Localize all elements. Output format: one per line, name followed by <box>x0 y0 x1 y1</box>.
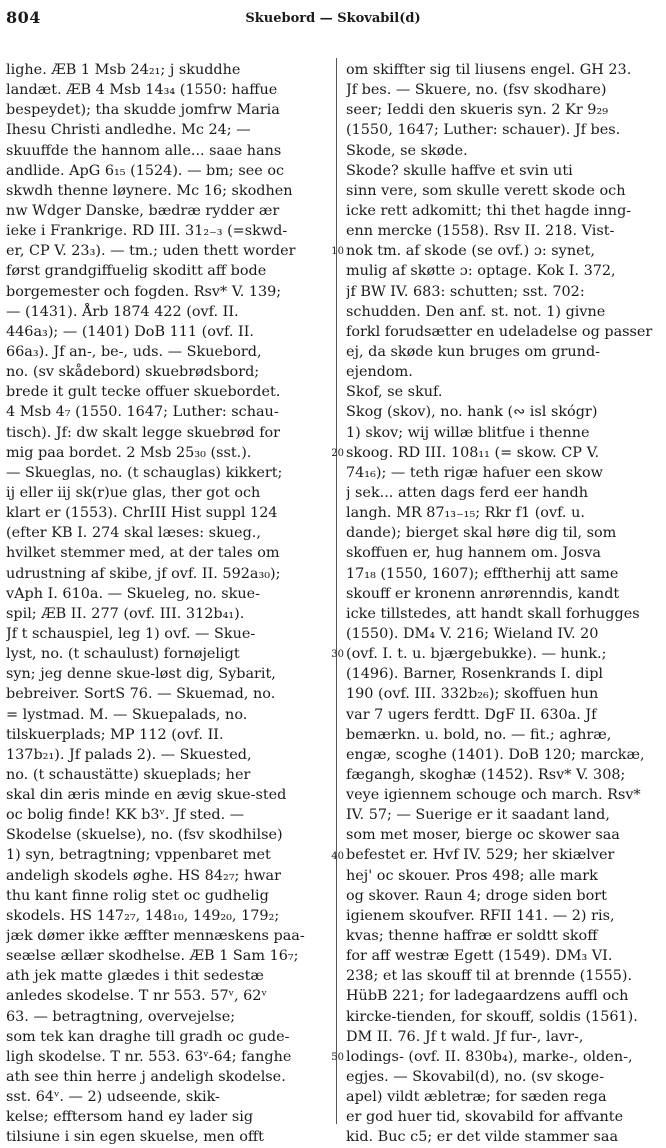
left-column-line: udrustning af skibe, jf ovf. II. 592a₃₀); <box>6 565 281 582</box>
left-column-line: landæt. ÆB 4 Msb 14₃₄ (1550: haffue <box>6 82 278 99</box>
left-column-line: oc bolig finde! KK b3ᵛ. Jf sted. — <box>6 807 245 824</box>
right-column-line: schudden. Den anf. st. not. 1) givne <box>346 303 606 320</box>
right-column-line: befestet er. Hvf IV. 529; her skiælver <box>346 847 615 864</box>
right-column-line: ejendom. <box>346 364 413 381</box>
left-column-line: lyst, no. (t schaulust) fornøjeligt <box>6 646 240 663</box>
left-column-line: klart er (1553). ChrIII Hist suppl 124 <box>6 505 278 522</box>
left-column-line: ligh skodelse. T nr. 553. 63ᵛ-64; fanghe <box>6 1048 292 1065</box>
right-column-line: skoog. RD III. 108₁₁ (= skow. CP V. <box>346 444 600 461</box>
right-column-line: ej, da skøde kun bruges om grund- <box>346 343 601 360</box>
right-column-line: HübB 221; for ladegaardzens auffl och <box>346 988 629 1005</box>
right-column-line: var 7 ugers ferdtt. DgF II. 630a. Jf <box>346 706 597 723</box>
page-number: 804 <box>6 8 41 27</box>
right-column-line: seer; Ieddi den skueris syn. 2 Kr 9₂₉ <box>346 102 608 119</box>
left-column-line: andeligh skodels øghe. HS 84₂₇; hwar <box>6 867 282 884</box>
left-column-line: bespeydet); tha skudde jomfrw Maria <box>6 102 280 119</box>
left-column-line: skal din æris minde en ævig skue-sted <box>6 787 287 804</box>
right-column-line: Skof, se skuf. <box>346 384 443 401</box>
right-column-line: icke rett adkomitt; thi thet hagde inng- <box>346 202 632 219</box>
right-column-line: bemærkn. u. bold, no. — fit.; aghræ, <box>346 726 612 743</box>
left-column-line: seælse ællær skodhelse. ÆB 1 Sam 16₇; <box>6 948 299 965</box>
left-column-line: anledes skodelse. T nr 553. 57ᵛ, 62ᵛ <box>6 988 267 1005</box>
right-column-line: Skode? skulle haffve et svin uti <box>346 162 573 179</box>
left-column-line: 1) syn, betragtning; vppenbaret met <box>6 847 271 864</box>
left-column-line: Ihesu Christi andledhe. Mc 24; — <box>6 122 251 139</box>
right-column-line: veye igiennem schouge och march. Rsv* <box>346 787 641 804</box>
left-column-line: lighe. ÆB 1 Msb 24₂₁; j skuddhe <box>6 62 241 78</box>
left-column-line: ath see thin herre j andeligh skodelse. <box>6 1069 286 1086</box>
right-column-line: Jf bes. — Skuere, no. (fsv skodhare) <box>346 82 607 99</box>
right-column-line: enn mercke (1558). Rsv II. 218. Vist- <box>346 223 615 240</box>
left-column-line: brede it gult tecke offuer skuebordet. <box>6 384 281 401</box>
left-column-line: andlide. ApG 6₁₅ (1524). — bm; see oc <box>6 162 285 179</box>
right-column-line: lodings- (ovf. II. 830b₄), marke-, olden-, <box>346 1048 633 1065</box>
right-column-line: skoffuen er, hug hannem om. Josva <box>346 545 602 562</box>
left-column-line: først grandgiffuelig skoditt aff bode <box>6 263 267 280</box>
right-column-line: er god huer tid, skovabild for affvante <box>346 1109 624 1126</box>
line-number: 10 <box>331 246 344 258</box>
right-column-line: fægangh, skoghæ (1452). Rsv* V. 308; <box>346 766 626 783</box>
left-column-line: skodels. HS 147₂₇, 148₁₀, 149₂₀, 179₂; <box>6 907 280 924</box>
page-header <box>6 4 660 34</box>
right-column-line: 74₁₆); — teth rigæ hafuer een skow <box>346 464 603 481</box>
right-column-line: 238; et las skouff til at brennde (1555). <box>346 968 633 985</box>
left-column-line: ath jek matte glædes i thit sedestæ <box>6 968 264 985</box>
right-column-line: langh. MR 87₁₃₋₁₅; Rkr f1 (ovf. u. <box>346 505 585 522</box>
left-column-line: 63. — betragtning, overvejelse; <box>6 1008 236 1025</box>
left-column-line: skuuffde the hannom alle... saae hans <box>6 142 282 159</box>
right-column-line: Skode, se skøde. <box>346 142 468 159</box>
left-column-line: sst. 64ᵛ. — 2) udseende, skik- <box>6 1089 220 1106</box>
right-column <box>346 60 660 1148</box>
left-column-line: spil; ÆB II. 277 (ovf. III. 312b₄₁). <box>6 605 245 622</box>
right-column-line: icke tillstedes, att handt skall forhugges <box>346 605 640 622</box>
left-column-line: Jf t schauspiel, leg 1) ovf. — Skue- <box>6 625 256 642</box>
left-column-line: skwdh thenne løynere. Mc 16; skodhen <box>6 182 293 199</box>
right-column-line: hej' oc skouer. Pros 498; alle mark <box>346 867 598 884</box>
right-column-line: IV. 57; — Suerige er it saadant land, <box>346 807 610 824</box>
left-column-line: tisch). Jf: dw skalt legge skuebrød for <box>6 424 281 441</box>
left-column-line: thu kant finne rolig stet oc gudhelig <box>6 887 269 904</box>
left-column-line: Skodelse (skuelse), no. (fsv skodhilse) <box>6 827 283 844</box>
right-column-line: egjes. — Skovabil(d), no. (sv skoge- <box>346 1069 605 1086</box>
left-column-line: bebreiver. SortS 76. — Skuemad, no. <box>6 686 276 703</box>
left-column-line: mig paa bordet. 2 Msb 25₃₀ (sst.). <box>6 444 252 461</box>
left-column-line: borgemester och fogden. Rsv* V. 139; <box>6 283 282 300</box>
right-column-line: kircke-tienden, for skouff, soldis (1561). <box>346 1008 638 1025</box>
right-column-line: som met moser, bierge oc skower saa <box>346 827 620 844</box>
right-column-line: Skog (skov), no. hank (∾ isl skógr) <box>346 404 598 421</box>
right-column-line: forkl forudsætter en udeladelse og passer <box>346 323 653 340</box>
right-column-line: kvas; thenne haffræ er soldtt skoff <box>346 928 598 945</box>
right-column-line: igienem skoufver. RFII 141. — 2) ris, <box>346 907 615 924</box>
line-number: 20 <box>331 447 344 459</box>
right-column-line: kid. Buc c5; er det vilde stammer saa <box>346 1129 619 1146</box>
running-head: Skuebord — Skovabil(d) <box>245 11 421 26</box>
left-column-line: 66a₃). Jf an-, be-, uds. — Skuebord, <box>6 343 262 360</box>
right-column-line: DM II. 76. Jf t wald. Jf fur-, lavr-, <box>346 1028 584 1045</box>
right-column-line: (1550, 1647; Luther: schauer). Jf bes. <box>346 122 621 139</box>
right-column-line: 17₁₈ (1550, 1607); efftherhij att same <box>346 565 619 582</box>
line-number: 40 <box>331 850 344 862</box>
line-number: 30 <box>331 649 344 661</box>
right-column-line: apel) vildt æbletræ; for sæden rega <box>346 1089 607 1106</box>
left-column-line: 137b₂₁). Jf palads 2). — Skuested, <box>6 746 252 763</box>
right-column-line: og skover. Raun 4; droge siden bort <box>346 887 607 904</box>
right-column-line: (1496). Barner, Rosenkrands I. dipl <box>346 666 604 683</box>
right-column-line: dande); bierget skal høre dig til, som <box>346 525 617 542</box>
left-column-line: no. (t schaustätte) skueplads; her <box>6 766 251 783</box>
right-column-line: (ovf. I. t. u. bjærgebukke). — hunk.; <box>346 646 607 663</box>
right-column-line: 190 (ovf. III. 332b₂₆); skoffuen hun <box>346 686 599 703</box>
right-column-line: engæ, scoghe (1401). DoB 120; marckæ, <box>346 746 645 763</box>
left-column-line: nw Wdger Danske, bædræ rydder ær <box>6 202 280 219</box>
left-column-line: 4 Msb 4₇ (1550. 1647; Luther: schau- <box>6 404 279 421</box>
right-column-line: sinn vere, som skulle verett skode och <box>346 182 626 199</box>
right-column-line: mulig af skøtte ɔ: optage. Kok I. 372, <box>346 263 616 280</box>
left-column-line: er, CP V. 23₃). — tm.; uden thett worder <box>6 243 296 260</box>
left-column-line: no. (sv skådebord) skuebrødsbord; <box>6 364 260 381</box>
right-column-line: for aff westræ Egett (1549). DM₃ VI. <box>346 948 613 965</box>
left-column-line: ij eller iij sk(r)ue glas, ther got och <box>6 484 261 501</box>
left-column-line: — (1431). Årb 1874 422 (ovf. II. <box>6 303 239 320</box>
right-column-line: 1) skov; wij willæ blitfue i thenne <box>346 424 590 441</box>
right-column-line: skouff er kronenn anrørenndis, kandt <box>346 585 620 602</box>
left-column-line: 446a₃); — (1401) DoB 111 (ovf. II. <box>6 323 254 340</box>
left-column-line: tilsiune i sin egen skuelse, men offt <box>6 1129 264 1146</box>
left-column-line: tilskuerplads; MP 112 (ovf. II. <box>6 726 224 743</box>
right-column-line: j sek... atten dags ferd eer handh <box>346 484 589 501</box>
right-column-line: (1550). DM₄ V. 216; Wieland IV. 20 <box>346 625 599 642</box>
left-column-line: (efter KB I. 274 skal læses: skueg., <box>6 525 261 542</box>
left-column-line: syn; jeg denne skue-løst dig, Sybarit, <box>6 666 276 683</box>
left-column-line: jæk dømer ikke æffter mennæskens paa- <box>6 928 305 945</box>
line-number: 50 <box>331 1052 344 1064</box>
left-column-line: hvilket stemmer med, at der tales om <box>6 545 280 562</box>
right-column-line: nok tm. af skode (se ovf.) ɔ: synet, <box>346 243 595 260</box>
left-column-line: = lystmad. M. — Skuepalads, no. <box>6 706 248 723</box>
left-column-line: kelse; efftersom hand ey lader sig <box>6 1109 254 1126</box>
left-column-line: vAph I. 610a. — Skueleg, no. skue- <box>6 585 260 602</box>
left-column-line: — Skueglas, no. (t schauglas) kikkert; <box>6 464 283 481</box>
left-column <box>6 60 320 1148</box>
right-column-line: om skiffter sig til liusens engel. GH 23. <box>346 62 632 78</box>
left-column-line: som tek kan draghe till gradh oc gude- <box>6 1028 290 1045</box>
left-column-line: ieke i Frankrige. RD III. 31₂₋₃ (=skwd- <box>6 223 288 240</box>
right-column-line: jf BW IV. 683: schutten; sst. 702: <box>346 283 585 300</box>
column-divider <box>336 58 337 1124</box>
